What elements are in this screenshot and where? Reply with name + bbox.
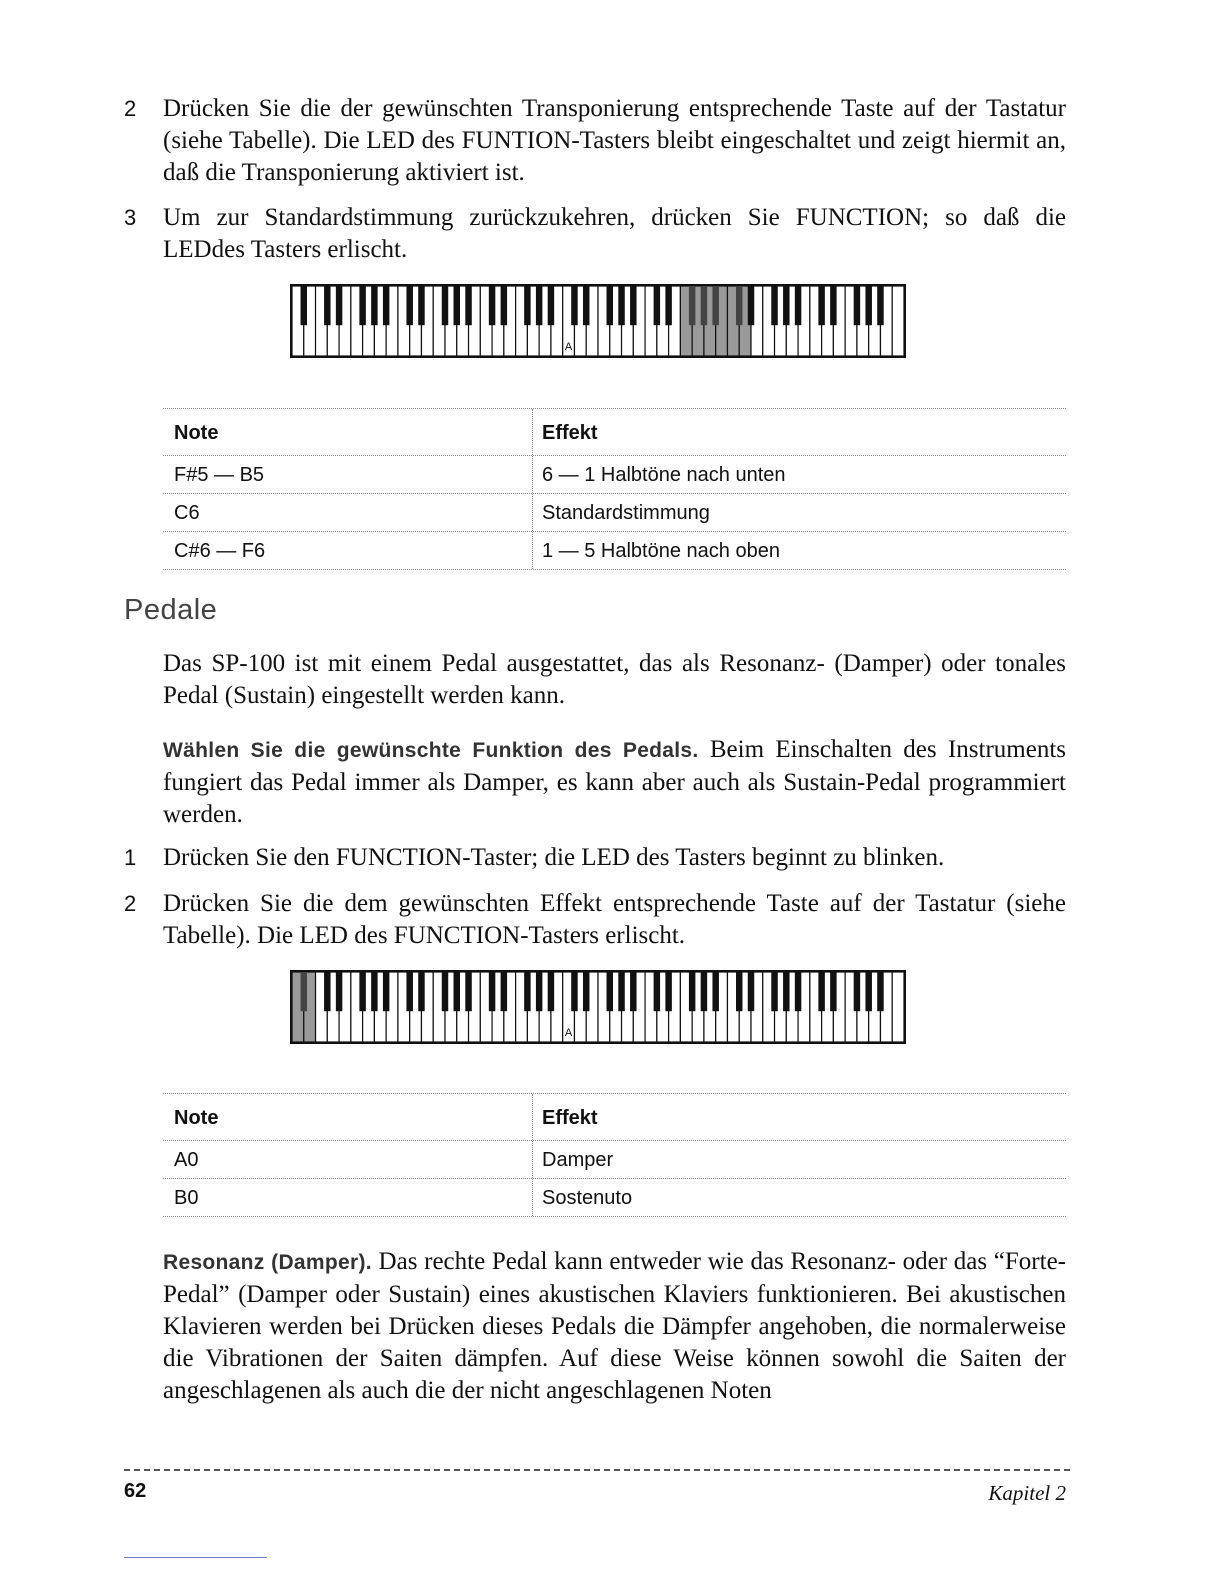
cell-note: F#5 — B5 [174,464,265,486]
black-key [748,286,754,325]
black-key [689,286,695,325]
table-header-row [163,408,1066,455]
black-key [818,286,824,325]
section-heading: Pedale [124,594,218,626]
black-key [371,972,377,1011]
table-row [163,455,1066,493]
black-key [630,286,636,325]
black-key [783,286,789,325]
black-key [301,972,307,1011]
step-text: Drücken Sie den FUNCTION-Taster; die LED des Tasters beginnt zu blinken. [163,844,945,871]
black-key [771,972,777,1011]
black-key [618,286,624,325]
white-key [892,972,904,1042]
black-key [607,972,613,1011]
chapter-label: Kapitel 2 [988,1481,1066,1505]
black-key [383,972,389,1011]
step-text: Drücken Sie die dem gewünschten Effekt entsprechende Taste auf der Tastatur (siehe Tabelle). Die LED des FUNCTION-Tasters erlischt. [163,890,1066,949]
table-row [163,493,1066,531]
black-key [489,286,495,325]
step-number: 2 [124,891,137,916]
table-row [163,531,1066,570]
black-key [548,286,554,325]
black-key [877,972,883,1011]
pedale-select-paragraph [163,734,1066,831]
black-key [665,972,671,1011]
black-key [442,972,448,1011]
black-key [865,972,871,1011]
black-key [571,286,577,325]
black-key [712,972,718,1011]
cell-note: C6 [174,502,200,524]
keyboard-diagram-transpose [290,284,906,358]
black-key [383,286,389,325]
pedale-select-lead: Wählen Sie die gewünschte Funktion des Pedals. [163,739,699,762]
resonanz-text: Das rechte Pedal kann entweder wie das Resonanz- oder das “Forte-Pedal” (Damper oder Sustain) eines akustischen Klaviers funktionieren. Bei akustischen Klavieren werden bei Drücken dieses Pedals die Dämpfer angehoben, die normalerweise die Vibrationen der Saiten dämpfen. Auf diese Weise können sowohl die Saiten der angeschlagenen als auch die der nicht angeschlagenen Noten [163,1248,1066,1404]
step-number: 1 [124,845,137,870]
black-key [406,286,412,325]
black-key [854,972,860,1011]
black-key [583,286,589,325]
black-key [748,972,754,1011]
cell-note: B0 [174,1187,199,1209]
bottom-divider [124,1557,267,1558]
black-key [830,286,836,325]
black-key [701,286,707,325]
black-key [324,286,330,325]
black-key [454,972,460,1011]
black-key [795,972,801,1011]
black-key [607,286,613,325]
black-key [865,286,871,325]
black-key [783,972,789,1011]
resonanz-paragraph [163,1246,1066,1407]
black-key [501,286,507,325]
cell-note: C#6 — F6 [174,540,266,562]
header-note: Note [174,422,219,444]
cell-effekt: Damper [542,1149,614,1171]
black-key [665,286,671,325]
black-key [736,286,742,325]
resonanz-lead: Resonanz (Damper). [163,1251,372,1274]
table-header-row [163,1093,1066,1140]
black-key [736,972,742,1011]
pedale-select-text: Beim Einschalten des Instruments fungiert das Pedal immer als Damper, es kann aber auch als Sustain-Pedal programmiert werden. [163,736,1066,828]
white-key [892,286,904,356]
footer-rule [124,1469,1070,1471]
page-number: 62 [124,1480,147,1502]
pedale-intro: Das SP-100 ist mit einem Pedal ausgestattet, das als Resonanz- (Damper) oder tonales Pedal (Sustain) eingestellt werden kann. [163,650,1066,709]
black-key [877,286,883,325]
table-row [163,1178,1066,1217]
black-key [501,972,507,1011]
black-key [654,972,660,1011]
black-key [418,972,424,1011]
black-key [524,286,530,325]
black-key [524,972,530,1011]
black-key [536,972,542,1011]
black-key [571,972,577,1011]
black-key [465,972,471,1011]
black-key [359,972,365,1011]
cell-effekt: Standardstimmung [542,502,710,524]
keyboard-diagram-pedal [290,970,906,1044]
black-key [324,972,330,1011]
black-key [371,286,377,325]
black-key [406,972,412,1011]
black-key [830,972,836,1011]
step-text: Drücken Sie die der gewünschten Transponierung entsprechende Taste auf der Tastatur (siehe Tabelle). Die LED des FUNTION-Tasters bleibt eingeschaltet und zeigt hiermit an, daß die Transponierung aktiviert ist. [163,95,1066,186]
black-key [336,286,342,325]
pedal-table [163,1093,1066,1217]
header-effekt: Effekt [542,1107,598,1129]
black-key [854,286,860,325]
black-key [301,286,307,325]
black-key [489,972,495,1011]
table-row [163,1140,1066,1178]
cell-effekt: Sostenuto [542,1187,633,1209]
black-key [548,972,554,1011]
black-key [689,972,695,1011]
step-number: 3 [124,205,137,230]
cell-note: A0 [174,1149,199,1171]
step-number: 2 [124,96,137,121]
black-key [536,286,542,325]
black-key [442,286,448,325]
header-note: Note [174,1107,219,1129]
black-key [712,286,718,325]
black-key [654,286,660,325]
black-key [701,972,707,1011]
black-key [818,972,824,1011]
black-key [418,286,424,325]
black-key [465,286,471,325]
black-key [583,972,589,1011]
middle-c-marker: A [564,341,573,353]
header-effekt: Effekt [542,422,598,444]
black-key [771,286,777,325]
black-key [454,286,460,325]
cell-effekt: 6 — 1 Halbtöne nach unten [542,464,786,486]
middle-c-marker: A [564,1027,573,1039]
cell-effekt: 1 — 5 Halbtöne nach oben [542,540,780,562]
black-key [618,972,624,1011]
black-key [795,286,801,325]
black-key [359,286,365,325]
black-key [630,972,636,1011]
transpose-table [163,408,1066,570]
step-text: Um zur Standardstimmung zurückzukehren, drücken Sie FUNCTION; so daß die LEDdes Tasters erlischt. [163,204,1066,263]
black-key [336,972,342,1011]
